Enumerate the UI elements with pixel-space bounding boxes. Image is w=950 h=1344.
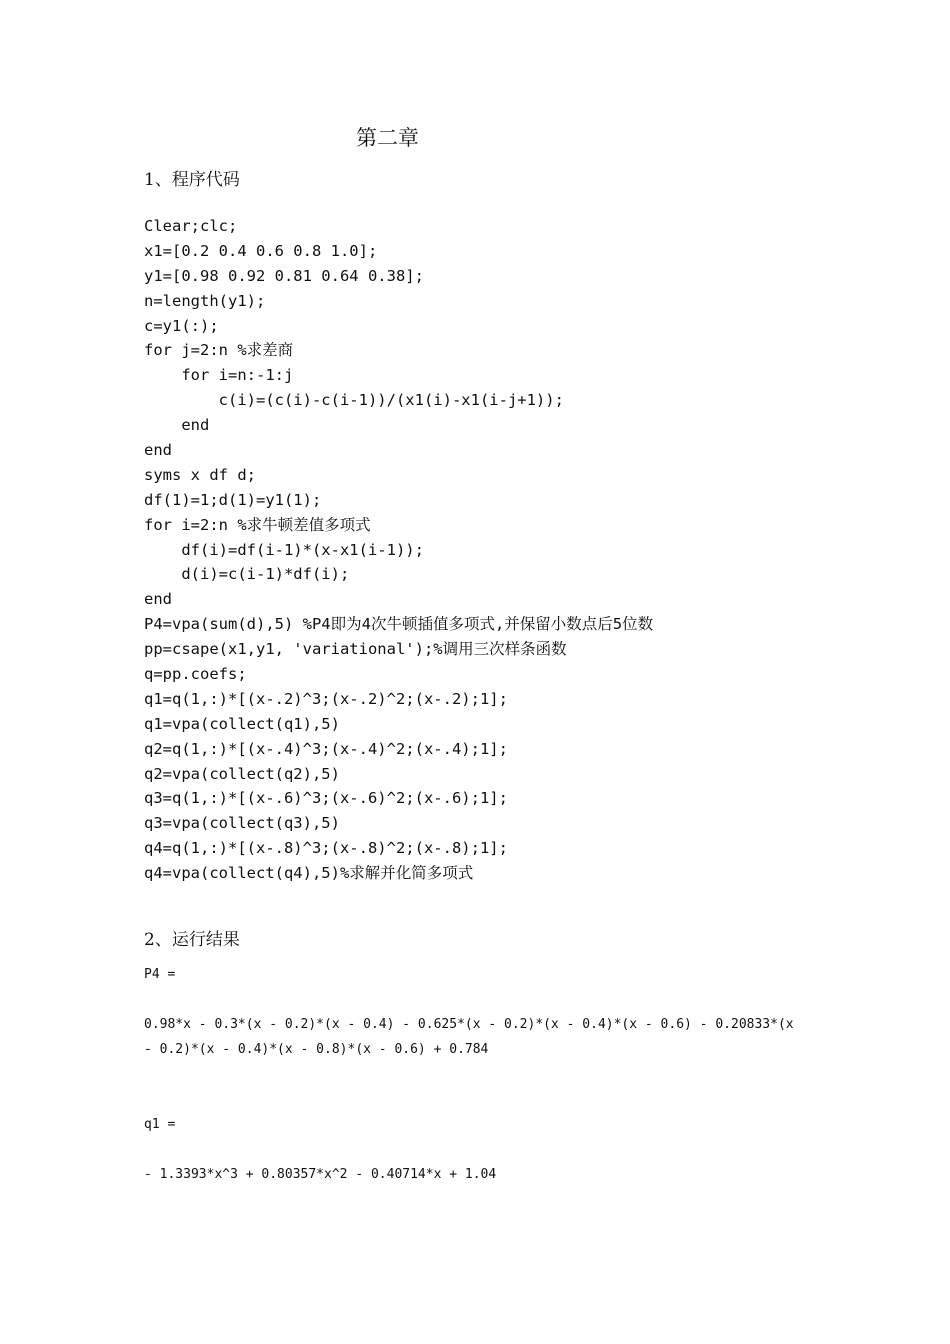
- code-line: q3=q(1,:)*[(x-.6)^3;(x-.6)^2;(x-.6);1];: [144, 789, 508, 808]
- code-line: y1=[0.98 0.92 0.81 0.64 0.38];: [144, 266, 424, 285]
- result-label-q1: q1 =: [144, 1117, 176, 1132]
- code-line: P4=vpa(sum(d),5) %P4即为4次牛顿插值多项式,并保留小数点后5位数: [144, 615, 654, 634]
- code-block: [144, 214, 653, 886]
- code-line: q1=q(1,:)*[(x-.2)^3;(x-.2)^2;(x-.2);1];: [144, 689, 508, 708]
- result-label-p4: P4 =: [144, 967, 176, 982]
- code-line: q3=vpa(collect(q3),5): [144, 814, 340, 833]
- code-line: c=y1(:);: [144, 316, 219, 335]
- result-p4-line-2: - 0.2)*(x - 0.4)*(x - 0.8)*(x - 0.6) + 0.784: [144, 1042, 489, 1057]
- code-line: pp=csape(x1,y1, 'variational');%调用三次样条函数: [144, 640, 567, 659]
- code-line: q4=q(1,:)*[(x-.8)^3;(x-.8)^2;(x-.8);1];: [144, 839, 508, 858]
- code-line: n=length(y1);: [144, 291, 266, 310]
- code-line: Clear;clc;: [144, 217, 238, 235]
- code-line: df(1)=1;d(1)=y1(1);: [144, 490, 322, 509]
- section-heading-results: 2、运行结果: [144, 930, 240, 950]
- code-line: q2=q(1,:)*[(x-.4)^3;(x-.4)^2;(x-.4);1];: [144, 739, 508, 758]
- result-q1-line: - 1.3393*x^3 + 0.80357*x^2 - 0.40714*x + 1.04: [144, 1167, 497, 1182]
- code-line: end: [144, 590, 172, 609]
- code-line: q2=vpa(collect(q2),5): [144, 764, 340, 783]
- code-line: end: [144, 441, 172, 460]
- section-heading-code: 1、程序代码: [144, 170, 240, 190]
- code-line: q1=vpa(collect(q1),5): [144, 714, 340, 733]
- result-p4-line-1: 0.98*x - 0.3*(x - 0.2)*(x - 0.4) - 0.625*(x - 0.2)*(x - 0.4)*(x - 0.6) - 0.20833*(x: [144, 1017, 794, 1032]
- code-line: d(i)=c(i-1)*df(i);: [144, 565, 350, 584]
- code-line: for i=2:n %求牛顿差值多项式: [144, 515, 371, 534]
- code-line: syms x df d;: [144, 465, 256, 484]
- code-line: for j=2:n %求差商: [144, 341, 294, 360]
- code-line: q=pp.coefs;: [144, 665, 247, 684]
- code-line: x1=[0.2 0.4 0.6 0.8 1.0];: [144, 241, 378, 260]
- code-line: df(i)=df(i-1)*(x-x1(i-1));: [144, 540, 424, 559]
- code-line: for i=n:-1:j: [144, 366, 294, 385]
- code-line: end: [144, 416, 210, 435]
- code-line: c(i)=(c(i)-c(i-1))/(x1(i)-x1(i-j+1));: [144, 391, 564, 410]
- chapter-title: 第二章: [356, 126, 419, 150]
- code-line: q4=vpa(collect(q4),5)%求解并化简多项式: [144, 864, 474, 883]
